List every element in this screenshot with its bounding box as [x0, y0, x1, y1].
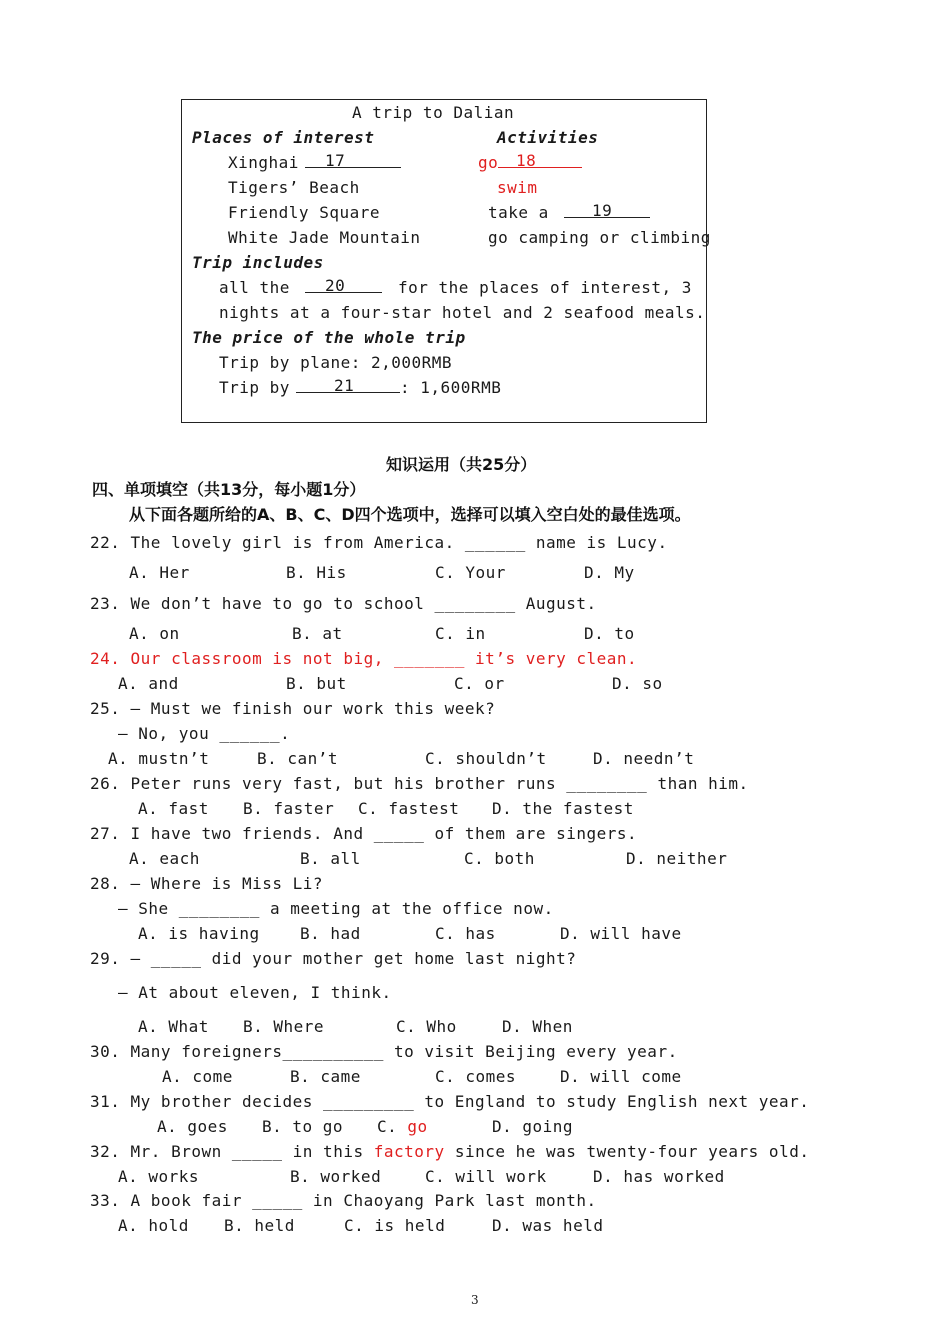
q33-option-d: D. was held: [492, 1216, 604, 1235]
q23-option-d: D. to: [584, 624, 635, 643]
q31-option-c-letter: C.: [377, 1117, 398, 1136]
question-24: 24. Our classroom is not big, _______ it’s very clean.: [90, 649, 638, 668]
part-title: 四、单项填空（共13分，每小题1分）: [92, 480, 366, 499]
price-other-prefix: Trip by: [219, 378, 290, 397]
q26-option-d: D. the fastest: [492, 799, 634, 818]
question-33: 33. A book fair _____ in Chaoyang Park last month.: [90, 1191, 597, 1210]
place-xinghai: Xinghai: [228, 153, 299, 172]
q25-option-a: A. mustn’t: [108, 749, 210, 768]
blank-18-number: 18: [516, 151, 537, 170]
q24-option-d: D. so: [612, 674, 663, 693]
q22-option-d: D. My: [584, 563, 635, 582]
q28-option-c: C. has: [435, 924, 496, 943]
question-29: 29. — _____ did your mother get home last night?: [90, 949, 577, 968]
q29-option-c: C. Who: [396, 1017, 457, 1036]
q26-option-c: C. fastest: [358, 799, 460, 818]
activity-go: go: [478, 153, 499, 172]
q28-option-b: B. had: [300, 924, 361, 943]
q29-option-b: B. Where: [243, 1017, 325, 1036]
question-22: 22. The lovely girl is from America. ______ name is Lucy.: [90, 533, 668, 552]
trip-title: A trip to Dalian: [352, 103, 515, 122]
q24-option-b: B. but: [286, 674, 347, 693]
question-28-line2: — She ________ a meeting at the office now.: [118, 899, 554, 918]
q27-option-b: B. all: [300, 849, 361, 868]
blank-17-number: 17: [325, 151, 346, 170]
includes-line1-a: all the: [219, 278, 290, 297]
q28-option-a: A. is having: [138, 924, 260, 943]
activity-take-a: take a: [488, 203, 549, 222]
q22-option-b: B. His: [286, 563, 347, 582]
q25-option-c: C. shouldn’t: [425, 749, 547, 768]
page-number: 3: [471, 1293, 479, 1307]
blank-20: [305, 278, 382, 297]
question-30: 30. Many foreigners__________ to visit Beijing every year.: [90, 1042, 678, 1061]
q33-option-a: A. hold: [118, 1216, 189, 1235]
q30-option-b: B. came: [290, 1067, 361, 1086]
q24-option-c: C. or: [454, 674, 505, 693]
q32-option-b: B. worked: [290, 1167, 382, 1186]
question-32: [90, 1142, 809, 1161]
activities-header: Activities: [497, 128, 599, 147]
q29-option-d: D. When: [502, 1017, 573, 1036]
question-25: 25. — Must we finish our work this week?: [90, 699, 496, 718]
activity-camping: go camping or climbing: [488, 228, 711, 247]
instruction: 从下面各题所给的A、B、C、D四个选项中，选择可以填入空白处的最佳选项。: [129, 505, 691, 524]
question-31: 31. My brother decides _________ to England to study English next year.: [90, 1092, 810, 1111]
q33-option-c: C. is held: [344, 1216, 446, 1235]
q23-option-b: B. at: [292, 624, 343, 643]
q27-option-d: D. neither: [626, 849, 728, 868]
blank-19-number: 19: [592, 201, 613, 220]
q32-option-d: D. has worked: [593, 1167, 725, 1186]
includes-line2: nights at a four-star hotel and 2 seafood meals.: [219, 303, 706, 322]
question-23: 23. We don’t have to go to school ________ August.: [90, 594, 597, 613]
price-other-suffix: : 1,600RMB: [400, 378, 502, 397]
question-29-line2: — At about eleven, I think.: [118, 983, 392, 1002]
blank-21-number: 21: [334, 376, 355, 395]
q31-option-c-word: go: [407, 1117, 428, 1136]
place-tigers-beach: Tigers’ Beach: [228, 178, 360, 197]
place-white-jade-mountain: White Jade Mountain: [228, 228, 421, 247]
section-heading: 知识运用（共25分）: [386, 455, 537, 474]
q31-option-d: D. going: [492, 1117, 574, 1136]
q32-option-c: C. will work: [425, 1167, 547, 1186]
blank-18: [498, 153, 582, 172]
place-friendly-square: Friendly Square: [228, 203, 380, 222]
blank-20-number: 20: [325, 276, 346, 295]
price-header: The price of the whole trip: [192, 328, 466, 347]
q30-option-d: D. will come: [560, 1067, 682, 1086]
q25-option-b: B. can’t: [257, 749, 339, 768]
q33-option-b: B. held: [224, 1216, 295, 1235]
q31-option-c: [377, 1117, 428, 1136]
question-28: 28. — Where is Miss Li?: [90, 874, 324, 893]
blank-17: [305, 153, 401, 172]
q28-option-d: D. will have: [560, 924, 682, 943]
question-32-part-b: since he was twenty-four years old.: [454, 1142, 810, 1161]
q23-option-a: A. on: [129, 624, 180, 643]
q27-option-c: C. both: [464, 849, 535, 868]
question-32-highlight: factory: [373, 1142, 445, 1161]
q31-option-a: A. goes: [157, 1117, 228, 1136]
q30-option-c: C. comes: [435, 1067, 517, 1086]
q24-option-a: A. and: [118, 674, 179, 693]
question-26: 26. Peter runs very fast, but his brother runs ________ than him.: [90, 774, 749, 793]
price-plane: Trip by plane: 2,000RMB: [219, 353, 453, 372]
includes-line1-b: for the places of interest, 3: [398, 278, 692, 297]
question-25-line2: — No, you ______.: [118, 724, 291, 743]
q27-option-a: A. each: [129, 849, 200, 868]
q31-option-b: B. to go: [262, 1117, 344, 1136]
q22-option-c: C. Your: [435, 563, 506, 582]
q32-option-a: A. works: [118, 1167, 200, 1186]
blank-21: [296, 378, 400, 397]
q23-option-c: C. in: [435, 624, 486, 643]
q30-option-a: A. come: [162, 1067, 233, 1086]
question-27: 27. I have two friends. And _____ of them are singers.: [90, 824, 638, 843]
q26-option-b: B. faster: [243, 799, 335, 818]
activity-swim: swim: [497, 178, 538, 197]
q25-option-d: D. needn’t: [593, 749, 695, 768]
includes-header: Trip includes: [192, 253, 324, 272]
question-32-part-a: 32. Mr. Brown _____ in this: [90, 1142, 364, 1161]
places-header: Places of interest: [192, 128, 375, 147]
blank-19: [564, 203, 650, 222]
q29-option-a: A. What: [138, 1017, 209, 1036]
q22-option-a: A. Her: [129, 563, 190, 582]
q26-option-a: A. fast: [138, 799, 209, 818]
